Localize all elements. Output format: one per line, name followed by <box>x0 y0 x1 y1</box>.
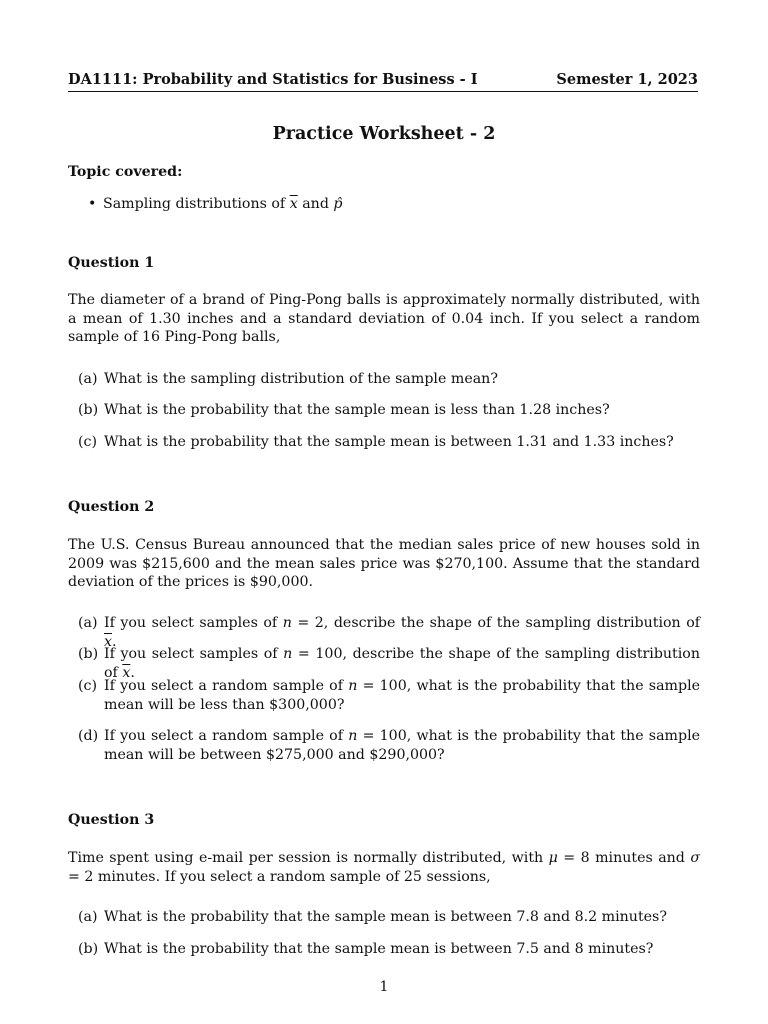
topic-text: Sampling distributions of <box>103 196 286 212</box>
question-2-item-d <box>78 727 700 764</box>
question-1-item-a <box>78 370 700 389</box>
page-title: Practice Worksheet - 2 <box>272 124 496 144</box>
question-3-text: Time spent using e-mail per session is normally distributed, with μ = 8 minutes and σ = 2 minutes. If you select a random sample of 25 sessions, <box>68 850 701 885</box>
question-3-item-a <box>78 908 700 927</box>
question-2-heading: Question 2 <box>68 499 155 515</box>
topic-and: and <box>302 196 329 212</box>
item-text: If you select samples of n = 2, describe the shape of the sampling distribution of $\overline{x}$. <box>104 615 701 650</box>
sigma-symbol: σ <box>690 850 701 866</box>
xbar-symbol: $\overline{x}$ <box>289 196 298 212</box>
item-text: What is the probability that the sample mean is between 1.31 and 1.33 inches? <box>104 434 674 450</box>
question-1-text: The diameter of a brand of Ping-Pong balls is approximately normally distributed, with a mean of 1.30 inches and a standard deviation of 0.04 inch. If you select a random sample of 16 Ping-Pong balls, <box>68 292 700 345</box>
item-text: What is the probability that the sample mean is between 7.5 and 8 minutes? <box>104 941 654 957</box>
item-text: What is the probability that the sample mean is between 7.8 and 8.2 minutes? <box>104 909 667 925</box>
item-text: What is the sampling distribution of the sample mean? <box>104 371 498 387</box>
item-text: What is the probability that the sample mean is less than 1.28 inches? <box>104 402 610 418</box>
n-symbol: n <box>348 678 358 694</box>
xbar-symbol: $\overline{x}$ <box>122 664 131 681</box>
item-marker: (d) <box>78 728 99 744</box>
item-marker: (a) <box>78 615 98 631</box>
item-marker: (b) <box>78 646 99 662</box>
item-marker: (c) <box>78 434 98 450</box>
item-marker: (b) <box>78 941 99 957</box>
item-marker: (a) <box>78 371 98 387</box>
question-1-item-b <box>78 401 700 420</box>
question-3-item-b <box>78 940 700 959</box>
topic-bullet <box>88 195 343 214</box>
question-1-heading: Question 1 <box>68 255 155 271</box>
topic-label: Topic covered: <box>68 164 183 180</box>
item-text: If you select a random sample of n = 100, what is the probability that the sample mean will be less than $300,000? <box>104 678 701 713</box>
question-2-text: The U.S. Census Bureau announced that the median sales price of new houses sold in 2009 was $215,600 and the mean sales price was $270,100. Assume that the standard deviation of the prices is $90,000. <box>68 537 700 590</box>
phat-symbol: p̂ <box>333 196 343 212</box>
question-1-item-c <box>78 433 700 452</box>
item-marker: (a) <box>78 909 98 925</box>
n-symbol: n <box>283 646 293 662</box>
mu-symbol: μ <box>548 850 558 866</box>
page-number: 1 <box>379 979 389 995</box>
item-text: If you select samples of n = 100, describe the shape of the sampling distribution of $\overline{x}$. <box>104 646 700 681</box>
item-marker: (c) <box>78 678 98 694</box>
question-3-heading: Question 3 <box>68 812 155 828</box>
question-2-item-c <box>78 677 700 714</box>
page-header <box>68 71 698 92</box>
n-symbol: n <box>282 615 292 631</box>
n-symbol: n <box>348 728 358 744</box>
semester-label: Semester 1, 2023 <box>556 71 698 88</box>
item-text: If you select a random sample of n = 100, what is the probability that the sample mean will be between $275,000 and $290,000? <box>104 728 701 763</box>
item-marker: (b) <box>78 402 99 418</box>
xbar-symbol: $\overline{x}$ <box>104 633 113 650</box>
bullet-icon: • <box>88 196 97 212</box>
worksheet-page <box>68 0 700 1024</box>
course-title: DA1111: Probability and Statistics for Business - I <box>68 71 478 88</box>
